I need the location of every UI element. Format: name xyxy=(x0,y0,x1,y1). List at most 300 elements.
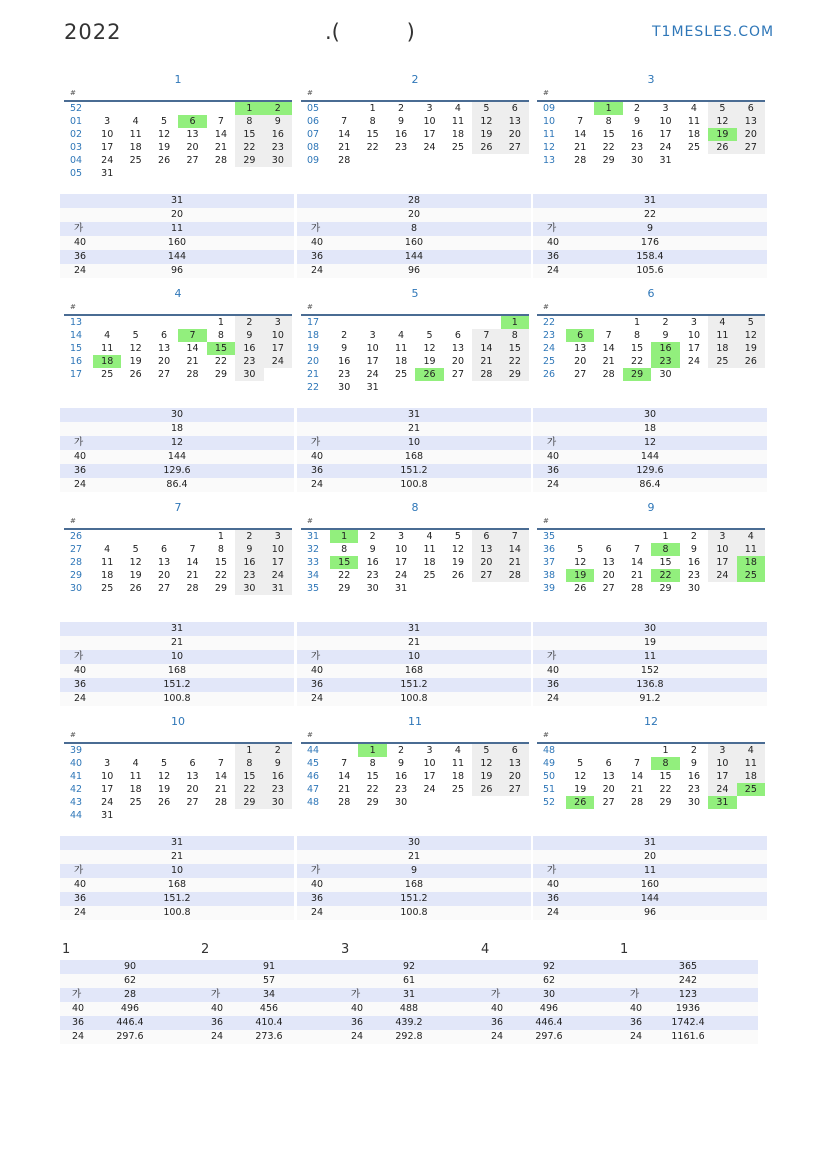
day-cell[interactable]: 17 xyxy=(687,343,700,354)
day-cell[interactable]: 27 xyxy=(501,141,529,154)
day-cell[interactable]: 26 xyxy=(129,583,142,594)
day-cell[interactable]: 12 xyxy=(129,343,142,354)
day-cell[interactable]: 28 xyxy=(186,583,199,594)
day-cell[interactable]: 16 xyxy=(366,557,379,568)
day-cell[interactable]: 19 xyxy=(472,128,500,141)
day-cell[interactable]: 13 xyxy=(186,771,199,782)
day-cell[interactable]: 28 xyxy=(501,569,529,582)
day-cell[interactable]: 1 xyxy=(662,745,669,756)
day-cell[interactable]: 25 xyxy=(708,355,736,368)
day-cell[interactable]: 19 xyxy=(158,142,171,153)
day-cell[interactable]: 6 xyxy=(501,744,529,757)
day-cell[interactable]: 8 xyxy=(235,757,263,770)
day-cell[interactable]: 1 xyxy=(594,102,622,115)
day-cell[interactable]: 31 xyxy=(395,583,408,594)
day-cell[interactable]: 27 xyxy=(158,583,171,594)
day-cell[interactable]: 11 xyxy=(129,129,142,140)
day-cell[interactable]: 1 xyxy=(634,317,641,328)
day-cell[interactable]: 24 xyxy=(101,155,114,166)
day-cell[interactable]: 8 xyxy=(605,116,612,127)
day-cell[interactable]: 12 xyxy=(708,115,736,128)
day-cell[interactable]: 6 xyxy=(472,530,500,543)
day-cell[interactable]: 18 xyxy=(129,142,142,153)
day-cell[interactable]: 23 xyxy=(338,369,351,380)
day-cell[interactable]: 18 xyxy=(687,129,700,140)
day-cell[interactable]: 15 xyxy=(659,771,672,782)
day-cell[interactable]: 23 xyxy=(687,784,700,795)
day-cell[interactable]: 12 xyxy=(574,771,587,782)
day-cell[interactable]: 5 xyxy=(161,758,168,769)
day-cell[interactable]: 8 xyxy=(341,544,348,555)
day-cell[interactable]: 28 xyxy=(186,369,199,380)
day-cell[interactable]: 23 xyxy=(651,355,679,368)
day-cell[interactable]: 2 xyxy=(690,745,697,756)
day-cell[interactable]: 12 xyxy=(574,557,587,568)
day-cell[interactable]: 27 xyxy=(602,797,615,808)
day-cell[interactable]: 21 xyxy=(338,784,351,795)
day-cell[interactable]: 25 xyxy=(101,583,114,594)
day-cell[interactable]: 13 xyxy=(158,557,171,568)
day-cell[interactable]: 6 xyxy=(161,330,168,341)
day-cell[interactable]: 29 xyxy=(366,797,379,808)
day-cell[interactable]: 5 xyxy=(737,316,765,329)
day-cell[interactable]: 7 xyxy=(178,329,206,342)
day-cell[interactable]: 26 xyxy=(415,368,443,381)
day-cell[interactable]: 14 xyxy=(214,771,227,782)
day-cell[interactable]: 19 xyxy=(129,356,142,367)
day-cell[interactable]: 28 xyxy=(602,369,615,380)
day-cell[interactable]: 10 xyxy=(264,329,292,342)
day-cell[interactable]: 12 xyxy=(129,557,142,568)
day-cell[interactable]: 1 xyxy=(358,744,386,757)
day-cell[interactable]: 5 xyxy=(454,531,461,542)
day-cell[interactable]: 30 xyxy=(395,797,408,808)
day-cell[interactable]: 7 xyxy=(501,530,529,543)
day-cell[interactable]: 19 xyxy=(423,356,436,367)
day-cell[interactable]: 11 xyxy=(451,116,464,127)
day-cell[interactable]: 9 xyxy=(398,758,405,769)
day-cell[interactable]: 16 xyxy=(338,356,351,367)
day-cell[interactable]: 17 xyxy=(659,129,672,140)
day-cell[interactable]: 5 xyxy=(132,544,139,555)
day-cell[interactable]: 24 xyxy=(708,569,736,582)
day-cell[interactable]: 3 xyxy=(426,745,433,756)
day-cell[interactable]: 27 xyxy=(574,369,587,380)
day-cell[interactable]: 29 xyxy=(659,583,672,594)
day-cell[interactable]: 30 xyxy=(631,155,644,166)
day-cell[interactable]: 4 xyxy=(690,103,697,114)
day-cell[interactable]: 18 xyxy=(737,770,765,783)
day-cell[interactable]: 16 xyxy=(264,128,292,141)
day-cell[interactable]: 14 xyxy=(214,129,227,140)
day-cell[interactable]: 21 xyxy=(186,356,199,367)
day-cell[interactable]: 3 xyxy=(662,103,669,114)
day-cell[interactable]: 25 xyxy=(687,142,700,153)
day-cell[interactable]: 5 xyxy=(577,544,584,555)
day-cell[interactable]: 22 xyxy=(631,356,644,367)
day-cell[interactable]: 4 xyxy=(454,745,461,756)
day-cell[interactable]: 23 xyxy=(264,141,292,154)
day-cell[interactable]: 23 xyxy=(631,142,644,153)
day-cell[interactable]: 26 xyxy=(158,797,171,808)
day-cell[interactable]: 3 xyxy=(708,744,736,757)
day-cell[interactable]: 8 xyxy=(651,543,679,556)
day-cell[interactable]: 25 xyxy=(129,155,142,166)
day-cell[interactable]: 12 xyxy=(451,544,464,555)
day-cell[interactable]: 12 xyxy=(158,129,171,140)
day-cell[interactable]: 16 xyxy=(687,771,700,782)
day-cell[interactable]: 6 xyxy=(454,330,461,341)
day-cell[interactable]: 6 xyxy=(501,102,529,115)
day-cell[interactable]: 1 xyxy=(369,103,376,114)
day-cell[interactable]: 19 xyxy=(472,770,500,783)
day-cell[interactable]: 3 xyxy=(690,317,697,328)
day-cell[interactable]: 17 xyxy=(101,784,114,795)
day-cell[interactable]: 13 xyxy=(451,343,464,354)
day-cell[interactable]: 15 xyxy=(214,557,227,568)
day-cell[interactable]: 25 xyxy=(451,142,464,153)
day-cell[interactable]: 3 xyxy=(426,103,433,114)
day-cell[interactable]: 19 xyxy=(451,557,464,568)
day-cell[interactable]: 28 xyxy=(338,155,351,166)
day-cell[interactable]: 7 xyxy=(217,758,224,769)
day-cell[interactable]: 4 xyxy=(454,103,461,114)
day-cell[interactable]: 29 xyxy=(623,368,651,381)
day-cell[interactable]: 30 xyxy=(366,583,379,594)
day-cell[interactable]: 21 xyxy=(631,570,644,581)
day-cell[interactable]: 29 xyxy=(501,368,529,381)
day-cell[interactable]: 12 xyxy=(472,757,500,770)
day-cell[interactable]: 20 xyxy=(602,570,615,581)
day-cell[interactable]: 25 xyxy=(737,783,765,796)
day-cell[interactable]: 13 xyxy=(737,115,765,128)
site-logo[interactable]: T1MESLES.COM xyxy=(652,24,775,40)
day-cell[interactable]: 6 xyxy=(189,758,196,769)
day-cell[interactable]: 1 xyxy=(662,531,669,542)
day-cell[interactable]: 28 xyxy=(214,797,227,808)
day-cell[interactable]: 28 xyxy=(631,583,644,594)
day-cell[interactable]: 9 xyxy=(235,329,263,342)
day-cell[interactable]: 30 xyxy=(235,368,263,381)
day-cell[interactable]: 4 xyxy=(398,330,405,341)
day-cell[interactable]: 10 xyxy=(101,129,114,140)
day-cell[interactable]: 7 xyxy=(605,330,612,341)
day-cell[interactable]: 3 xyxy=(369,330,376,341)
day-cell[interactable]: 8 xyxy=(235,115,263,128)
day-cell[interactable]: 5 xyxy=(426,330,433,341)
day-cell[interactable]: 2 xyxy=(634,103,641,114)
day-cell[interactable]: 30 xyxy=(264,154,292,167)
day-cell[interactable]: 28 xyxy=(338,797,351,808)
day-cell[interactable]: 10 xyxy=(423,758,436,769)
day-cell[interactable]: 24 xyxy=(395,570,408,581)
day-cell[interactable]: 29 xyxy=(235,796,263,809)
day-cell[interactable]: 21 xyxy=(631,784,644,795)
day-cell[interactable]: 15 xyxy=(366,129,379,140)
day-cell[interactable]: 22 xyxy=(214,356,227,367)
day-cell[interactable]: 20 xyxy=(186,784,199,795)
day-cell[interactable]: 4 xyxy=(132,758,139,769)
day-cell[interactable]: 5 xyxy=(708,102,736,115)
day-cell[interactable]: 8 xyxy=(217,330,224,341)
day-cell[interactable]: 5 xyxy=(472,744,500,757)
day-cell[interactable]: 4 xyxy=(104,544,111,555)
day-cell[interactable]: 6 xyxy=(737,102,765,115)
day-cell[interactable]: 2 xyxy=(235,530,263,543)
day-cell[interactable]: 2 xyxy=(662,317,669,328)
day-cell[interactable]: 22 xyxy=(366,784,379,795)
day-cell[interactable]: 19 xyxy=(129,570,142,581)
day-cell[interactable]: 27 xyxy=(186,797,199,808)
day-cell[interactable]: 11 xyxy=(687,116,700,127)
day-cell[interactable]: 7 xyxy=(634,758,641,769)
day-cell[interactable]: 7 xyxy=(634,544,641,555)
day-cell[interactable]: 8 xyxy=(501,329,529,342)
day-cell[interactable]: 7 xyxy=(341,116,348,127)
day-cell[interactable]: 27 xyxy=(737,141,765,154)
day-cell[interactable]: 7 xyxy=(217,116,224,127)
day-cell[interactable]: 17 xyxy=(423,129,436,140)
day-cell[interactable]: 22 xyxy=(602,142,615,153)
day-cell[interactable]: 31 xyxy=(708,796,736,809)
day-cell[interactable]: 13 xyxy=(158,343,171,354)
day-cell[interactable]: 8 xyxy=(634,330,641,341)
day-cell[interactable]: 4 xyxy=(708,316,736,329)
day-cell[interactable]: 10 xyxy=(708,757,736,770)
day-cell[interactable]: 7 xyxy=(341,758,348,769)
day-cell[interactable]: 15 xyxy=(235,128,263,141)
day-cell[interactable]: 9 xyxy=(690,758,697,769)
day-cell[interactable]: 5 xyxy=(577,758,584,769)
day-cell[interactable]: 8 xyxy=(369,116,376,127)
day-cell[interactable]: 9 xyxy=(662,330,669,341)
day-cell[interactable]: 24 xyxy=(423,142,436,153)
day-cell[interactable]: 30 xyxy=(687,583,700,594)
day-cell[interactable]: 4 xyxy=(737,530,765,543)
day-cell[interactable]: 8 xyxy=(369,758,376,769)
day-cell[interactable]: 26 xyxy=(472,783,500,796)
day-cell[interactable]: 22 xyxy=(235,783,263,796)
day-cell[interactable]: 25 xyxy=(737,569,765,582)
day-cell[interactable]: 24 xyxy=(687,356,700,367)
day-cell[interactable]: 28 xyxy=(214,155,227,166)
day-cell[interactable]: 6 xyxy=(605,544,612,555)
day-cell[interactable]: 13 xyxy=(472,543,500,556)
day-cell[interactable]: 2 xyxy=(369,531,376,542)
day-cell[interactable]: 13 xyxy=(501,115,529,128)
day-cell[interactable]: 20 xyxy=(451,356,464,367)
day-cell[interactable]: 21 xyxy=(186,570,199,581)
day-cell[interactable]: 20 xyxy=(186,142,199,153)
day-cell[interactable]: 18 xyxy=(93,355,121,368)
day-cell[interactable]: 31 xyxy=(366,382,379,393)
day-cell[interactable]: 31 xyxy=(659,155,672,166)
day-cell[interactable]: 9 xyxy=(690,544,697,555)
day-cell[interactable]: 18 xyxy=(423,557,436,568)
day-cell[interactable]: 3 xyxy=(264,316,292,329)
day-cell[interactable]: 16 xyxy=(395,771,408,782)
day-cell[interactable]: 1 xyxy=(235,102,263,115)
day-cell[interactable]: 10 xyxy=(423,116,436,127)
day-cell[interactable]: 20 xyxy=(501,128,529,141)
day-cell[interactable]: 14 xyxy=(574,129,587,140)
day-cell[interactable]: 10 xyxy=(708,543,736,556)
day-cell[interactable]: 11 xyxy=(451,758,464,769)
day-cell[interactable]: 30 xyxy=(659,369,672,380)
day-cell[interactable]: 14 xyxy=(631,771,644,782)
day-cell[interactable]: 26 xyxy=(708,141,736,154)
day-cell[interactable]: 9 xyxy=(235,543,263,556)
day-cell[interactable]: 7 xyxy=(577,116,584,127)
day-cell[interactable]: 25 xyxy=(129,797,142,808)
day-cell[interactable]: 23 xyxy=(395,142,408,153)
day-cell[interactable]: 13 xyxy=(186,129,199,140)
day-cell[interactable]: 18 xyxy=(451,771,464,782)
day-cell[interactable]: 10 xyxy=(366,343,379,354)
day-cell[interactable]: 25 xyxy=(395,369,408,380)
day-cell[interactable]: 21 xyxy=(574,142,587,153)
day-cell[interactable]: 23 xyxy=(395,784,408,795)
day-cell[interactable]: 1 xyxy=(235,744,263,757)
day-cell[interactable]: 2 xyxy=(235,316,263,329)
day-cell[interactable]: 21 xyxy=(602,356,615,367)
day-cell[interactable]: 22 xyxy=(214,570,227,581)
day-cell[interactable]: 3 xyxy=(264,530,292,543)
day-cell[interactable]: 12 xyxy=(423,343,436,354)
day-cell[interactable]: 6 xyxy=(178,115,206,128)
day-cell[interactable]: 9 xyxy=(369,544,376,555)
day-cell[interactable]: 24 xyxy=(659,142,672,153)
day-cell[interactable]: 19 xyxy=(158,784,171,795)
day-cell[interactable]: 18 xyxy=(129,784,142,795)
day-cell[interactable]: 15 xyxy=(602,129,615,140)
day-cell[interactable]: 3 xyxy=(104,758,111,769)
day-cell[interactable]: 18 xyxy=(451,129,464,140)
day-cell[interactable]: 21 xyxy=(501,556,529,569)
day-cell[interactable]: 26 xyxy=(574,583,587,594)
day-cell[interactable]: 24 xyxy=(366,369,379,380)
day-cell[interactable]: 7 xyxy=(189,544,196,555)
day-cell[interactable]: 17 xyxy=(395,557,408,568)
day-cell[interactable]: 20 xyxy=(158,356,171,367)
day-cell[interactable]: 6 xyxy=(161,544,168,555)
day-cell[interactable]: 13 xyxy=(574,343,587,354)
day-cell[interactable]: 31 xyxy=(264,582,292,595)
day-cell[interactable]: 9 xyxy=(341,343,348,354)
day-cell[interactable]: 15 xyxy=(330,556,358,569)
day-cell[interactable]: 6 xyxy=(566,329,594,342)
day-cell[interactable]: 29 xyxy=(659,797,672,808)
day-cell[interactable]: 19 xyxy=(566,569,594,582)
day-cell[interactable]: 28 xyxy=(631,797,644,808)
day-cell[interactable]: 11 xyxy=(737,757,765,770)
day-cell[interactable]: 11 xyxy=(129,771,142,782)
day-cell[interactable]: 2 xyxy=(264,102,292,115)
day-cell[interactable]: 17 xyxy=(264,342,292,355)
day-cell[interactable]: 6 xyxy=(605,758,612,769)
day-cell[interactable]: 10 xyxy=(687,330,700,341)
day-cell[interactable]: 15 xyxy=(501,342,529,355)
day-cell[interactable]: 22 xyxy=(651,569,679,582)
day-cell[interactable]: 11 xyxy=(101,557,114,568)
day-cell[interactable]: 12 xyxy=(737,329,765,342)
day-cell[interactable]: 20 xyxy=(737,128,765,141)
day-cell[interactable]: 2 xyxy=(341,330,348,341)
day-cell[interactable]: 2 xyxy=(264,744,292,757)
day-cell[interactable]: 24 xyxy=(264,355,292,368)
day-cell[interactable]: 22 xyxy=(235,141,263,154)
day-cell[interactable]: 3 xyxy=(104,116,111,127)
day-cell[interactable]: 16 xyxy=(395,129,408,140)
day-cell[interactable]: 7 xyxy=(472,329,500,342)
day-cell[interactable]: 4 xyxy=(132,116,139,127)
day-cell[interactable]: 19 xyxy=(708,128,736,141)
day-cell[interactable]: 20 xyxy=(574,356,587,367)
day-cell[interactable]: 9 xyxy=(264,757,292,770)
day-cell[interactable]: 21 xyxy=(338,142,351,153)
day-cell[interactable]: 17 xyxy=(423,771,436,782)
day-cell[interactable]: 25 xyxy=(101,369,114,380)
day-cell[interactable]: 24 xyxy=(264,569,292,582)
day-cell[interactable]: 11 xyxy=(423,544,436,555)
day-cell[interactable]: 25 xyxy=(423,570,436,581)
day-cell[interactable]: 22 xyxy=(501,355,529,368)
day-cell[interactable]: 9 xyxy=(634,116,641,127)
day-cell[interactable]: 13 xyxy=(602,557,615,568)
day-cell[interactable]: 10 xyxy=(395,544,408,555)
day-cell[interactable]: 22 xyxy=(338,570,351,581)
day-cell[interactable]: 15 xyxy=(235,770,263,783)
day-cell[interactable]: 26 xyxy=(472,141,500,154)
day-cell[interactable]: 29 xyxy=(235,154,263,167)
day-cell[interactable]: 17 xyxy=(708,770,736,783)
day-cell[interactable]: 30 xyxy=(687,797,700,808)
day-cell[interactable]: 13 xyxy=(602,771,615,782)
day-cell[interactable]: 4 xyxy=(737,744,765,757)
day-cell[interactable]: 28 xyxy=(574,155,587,166)
day-cell[interactable]: 27 xyxy=(451,369,464,380)
day-cell[interactable]: 9 xyxy=(264,115,292,128)
day-cell[interactable]: 16 xyxy=(687,557,700,568)
day-cell[interactable]: 21 xyxy=(472,355,500,368)
day-cell[interactable]: 16 xyxy=(235,556,263,569)
day-cell[interactable]: 18 xyxy=(737,556,765,569)
day-cell[interactable]: 26 xyxy=(566,796,594,809)
day-cell[interactable]: 5 xyxy=(472,102,500,115)
day-cell[interactable]: 1 xyxy=(217,317,224,328)
day-cell[interactable]: 1 xyxy=(330,530,358,543)
day-cell[interactable]: 14 xyxy=(501,543,529,556)
day-cell[interactable]: 2 xyxy=(398,103,405,114)
day-cell[interactable]: 11 xyxy=(708,329,736,342)
day-cell[interactable]: 30 xyxy=(235,582,263,595)
day-cell[interactable]: 26 xyxy=(737,355,765,368)
day-cell[interactable]: 29 xyxy=(214,369,227,380)
day-cell[interactable]: 14 xyxy=(602,343,615,354)
day-cell[interactable]: 20 xyxy=(158,570,171,581)
day-cell[interactable]: 3 xyxy=(398,531,405,542)
day-cell[interactable]: 18 xyxy=(101,570,114,581)
day-cell[interactable]: 13 xyxy=(501,757,529,770)
day-cell[interactable]: 10 xyxy=(264,543,292,556)
day-cell[interactable]: 23 xyxy=(264,783,292,796)
day-cell[interactable]: 4 xyxy=(426,531,433,542)
day-cell[interactable]: 14 xyxy=(338,771,351,782)
day-cell[interactable]: 19 xyxy=(737,342,765,355)
day-cell[interactable]: 28 xyxy=(472,368,500,381)
day-cell[interactable]: 8 xyxy=(651,757,679,770)
day-cell[interactable]: 17 xyxy=(101,142,114,153)
